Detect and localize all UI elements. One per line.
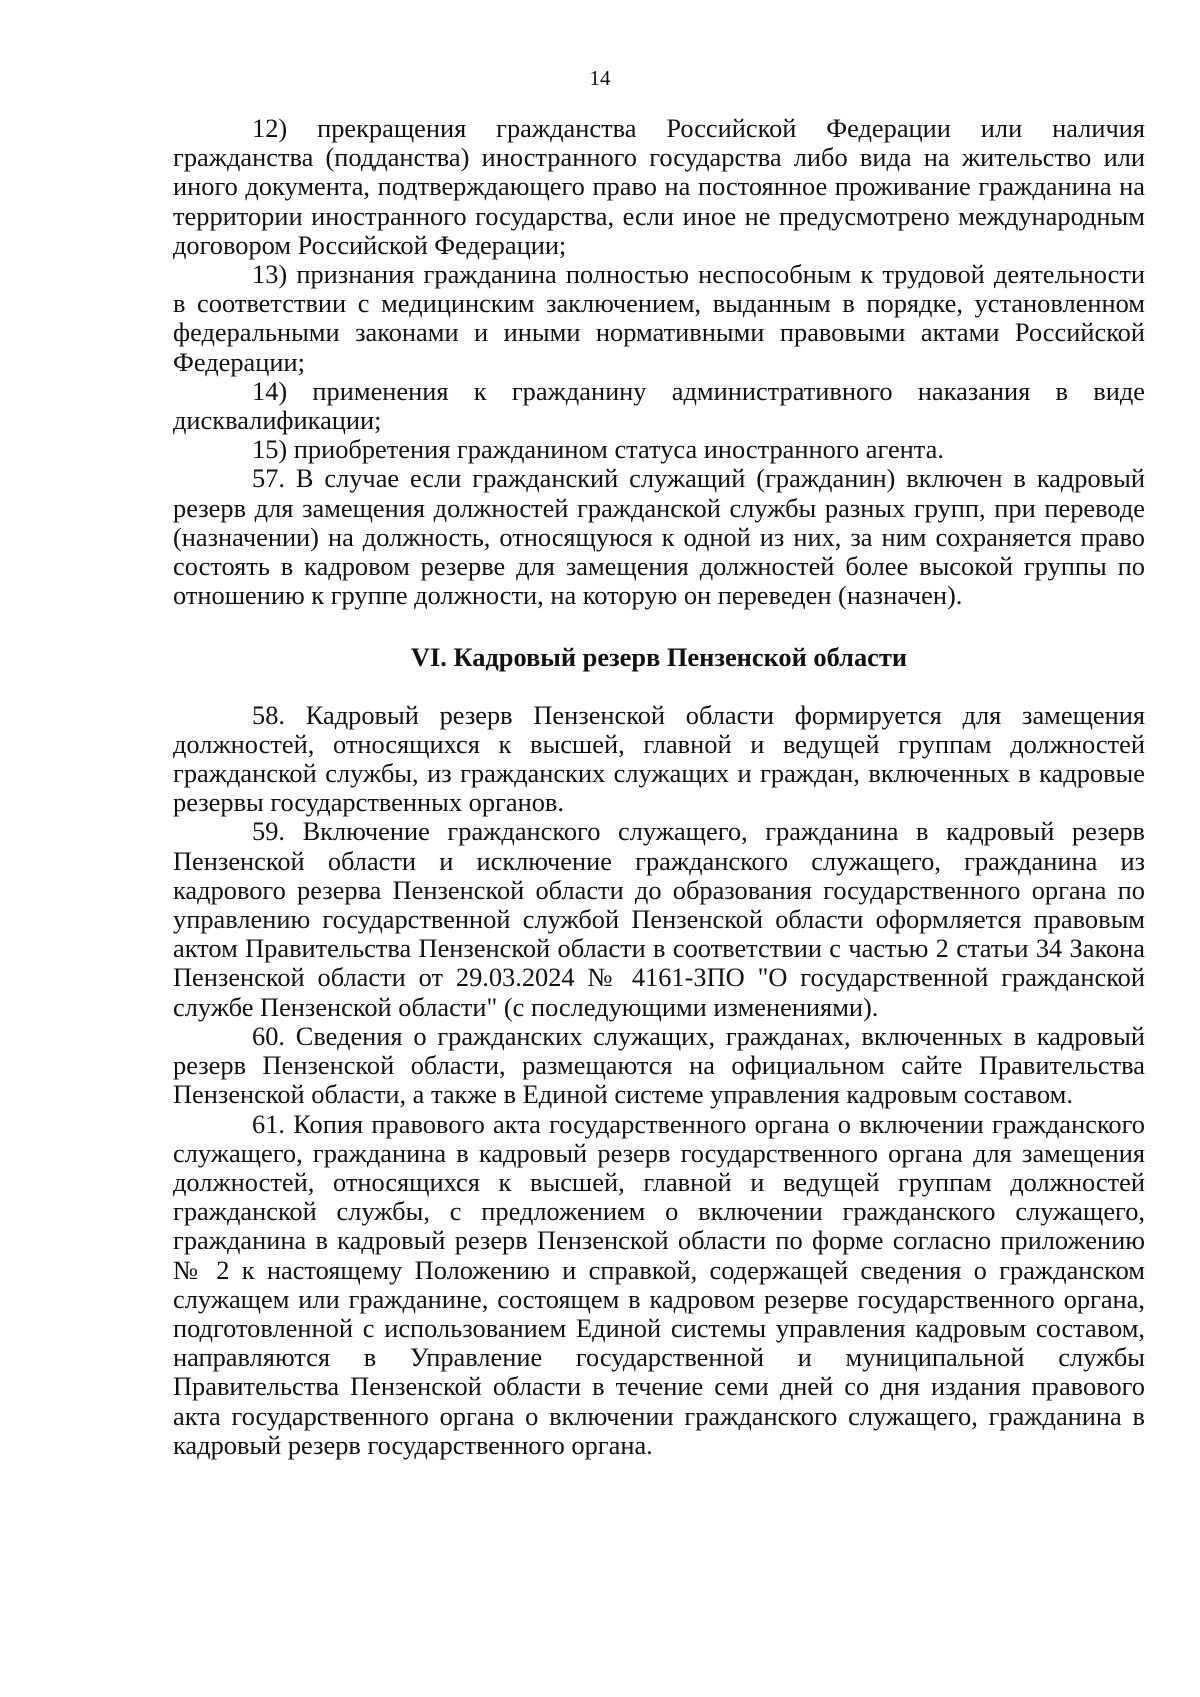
page-content	[173, 114, 1145, 1460]
paragraph-item-12: 12) прекращения гражданства Российской Федерации или наличия гражданства (подданства) иностранного государства либо вида на жительство или иного документа, подтверждающего право на постоянное проживание гражданина на территории иностранного государства, если иное не предусмотрено международным договором Российской Федерации;	[173, 113, 1145, 260]
paragraph-61: 61. Копия правового акта государственного органа о включении гражданского служащего, гражданина в кадровый резерв государственного органа для замещения должностей, относящихся к высшей, главной и ведущей группам должностей гражданской службы, с предложением о включении гражданского служащего, гражданина в кадровый резерв Пензенской области по форме согласно приложению № 2 к настоящему Положению и справкой, содержащей сведения о гражданском служащем или гражданине, состоящем в кадровом резерве государственного органа, подготовленной с использованием Единой системы управления кадровым составом, направляются в Управление государственной и муниципальной службы Правительства Пензенской области в течение семи дней со дня издания правового акта государственного органа о включении гражданского служащего, гражданина в кадровый резерв государственного органа.	[173, 1108, 1145, 1460]
page-number: 14	[589, 66, 611, 90]
paragraph-item-14: 14) применения к гражданину административного наказания в виде дисквалификации;	[173, 375, 1145, 436]
paragraph-60: 60. Сведения о гражданских служащих, гражданах, включенных в кадровый резерв Пензенской области, размещаются на официальном сайте Правительства Пензенской области, а также в Единой системе управления кадровым составом.	[173, 1020, 1145, 1110]
paragraph-59: 59. Включение гражданского служащего, гражданина в кадровый резерв Пензенской области и исключение гражданского служащего, гражданина из кадрового резерва Пензенской области до образования государственного органа по управлению государственной службой Пензенской области оформляется правовым актом Правительства Пензенской области в соответствии с частью 2 статьи 34 Закона Пензенской области от 29.03.2024 № 4161-ЗПО "О государственной гражданской службе Пензенской области" (с последующими изменениями).	[173, 816, 1145, 1022]
paragraph-item-13: 13) признания гражданина полностью неспособным к трудовой деятельности в соответствии с медицинским заключением, выданным в порядке, установленном федеральными законами и иными нормативными правовыми актами Российской Федерации;	[173, 259, 1145, 377]
paragraph-57: 57. В случае если гражданский служащий (гражданин) включен в кадровый резерв для замещения должностей гражданской службы разных групп, при переводе (назначении) на должность, относящуюся к одной из них, за ним сохраняется право состоять в кадровом резерве для замещения должностей более высокой группы по отношению к группе должности, на которую он переведен (назначен).	[173, 463, 1145, 611]
paragraph-58: 58. Кадровый резерв Пензенской области формируется для замещения должностей, относящихся к высшей, главной и ведущей группам должностей гражданской службы, из гражданских служащих и граждан, включенных в кадровые резервы государственных органов.	[173, 699, 1145, 818]
paragraph-item-15: 15) приобретения гражданином статуса иностранного агента.	[252, 434, 944, 465]
section-heading: VI. Кадровый резерв Пензенской области	[410, 642, 908, 673]
